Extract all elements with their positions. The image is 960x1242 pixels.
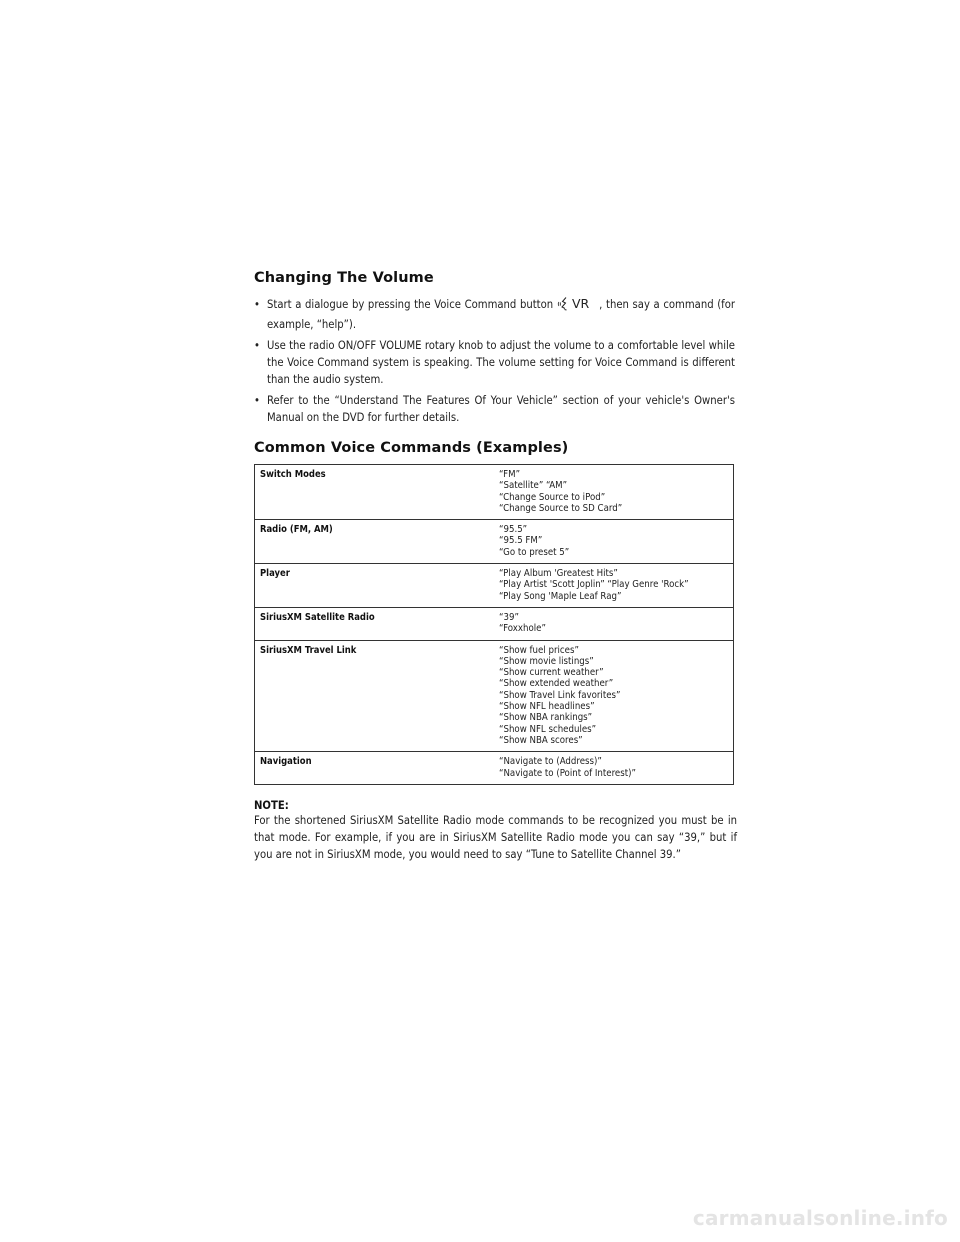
list-item [254,296,735,333]
command-example: “Foxxhole” [499,623,546,635]
command-example: “Show NFL schedules” [499,723,597,735]
table-row [255,520,734,564]
bullet-mark: • [254,394,260,407]
command-example: “Change Source to SD Card” [499,502,623,514]
section-title-changing-volume: Changing The Volume [254,270,434,286]
command-examples [494,607,734,640]
voice-commands-table-body [255,465,734,785]
command-category: Radio (FM, AM) [255,520,495,564]
command-example: “95.5” [499,524,528,536]
table-row [255,640,734,752]
command-example: “Play Song 'Maple Leaf Rag” [499,590,622,602]
list-item [254,337,735,388]
table-row [255,465,734,520]
table-row [255,752,734,785]
command-example: “Show fuel prices” [499,644,579,656]
command-examples [494,465,734,520]
command-example: “Change Source to iPod” [499,491,606,503]
volume-instructions-list [254,296,735,426]
note-text: For the shortened SiriusXM Satellite Radio mode commands to be recognized you must be in that mode. For example, if you are in SiriusXM Satellite Radio mode you can say “39,” but if you are not in SiriusXM mode, you would need to say “Tune to Satellite Channel 39.” [254,813,737,861]
command-example: “Go to preset 5” [499,546,570,558]
command-examples [494,564,734,608]
command-example: “39” [499,611,519,623]
instruction-text: Use the radio ON/OFF VOLUME rotary knob to adjust the volume to a comfortable level while the Voice Command system is speaking. The volume setting for Voice Command is different than the audio system. [267,339,735,386]
command-example: “Satellite” “AM” [499,480,568,492]
command-category: Player [255,564,495,608]
command-example: “95.5 FM” [499,535,543,547]
voice-command-icon-label: VR [572,296,590,311]
command-example: “Show NBA rankings” [499,712,593,724]
table-row [255,564,734,608]
command-category: SiriusXM Travel Link [255,640,495,752]
command-category: SiriusXM Satellite Radio [255,607,495,640]
command-example: “Navigate to (Point of Interest)” [499,767,636,779]
command-example: “Show movie listings” [499,655,594,667]
page-content [254,270,735,863]
command-examples [494,640,734,752]
command-examples [494,520,734,564]
command-example: “Show extended weather” [499,678,614,690]
voice-command-icon [557,296,595,316]
command-example: “Play Album 'Greatest Hits” [499,568,618,580]
bullet-mark: • [254,298,260,311]
command-example: “FM” [499,469,521,480]
command-category: Switch Modes [255,465,495,520]
voice-commands-table [254,464,734,785]
instruction-text: Start a dialogue by pressing the Voice Command button [267,298,554,311]
bullet-mark: • [254,339,260,352]
instruction-text: , then say a command (for example, “help”). [267,298,735,331]
command-example: “Play Artist 'Scott Joplin” “Play Genre 'Rock” [499,579,689,591]
section-title-common-voice-commands: Common Voice Commands (Examples) [254,440,569,456]
site-watermark: carmanualsonline.info [692,1206,948,1230]
instruction-text: Refer to the “Understand The Features Of Your Vehicle” section of your vehicle's Owner's Manual on the DVD for further details. [267,394,735,424]
list-item [254,392,735,426]
command-example: “Show current weather” [499,667,604,679]
command-example: “Navigate to (Address)” [499,756,602,768]
note-heading: NOTE: [254,798,289,812]
command-example: “Show NBA scores” [499,734,583,746]
command-example: “Show NFL headlines” [499,701,595,713]
command-examples [494,752,734,785]
table-row [255,607,734,640]
command-category: Navigation [255,752,495,785]
command-example: “Show Travel Link favorites” [499,689,621,701]
